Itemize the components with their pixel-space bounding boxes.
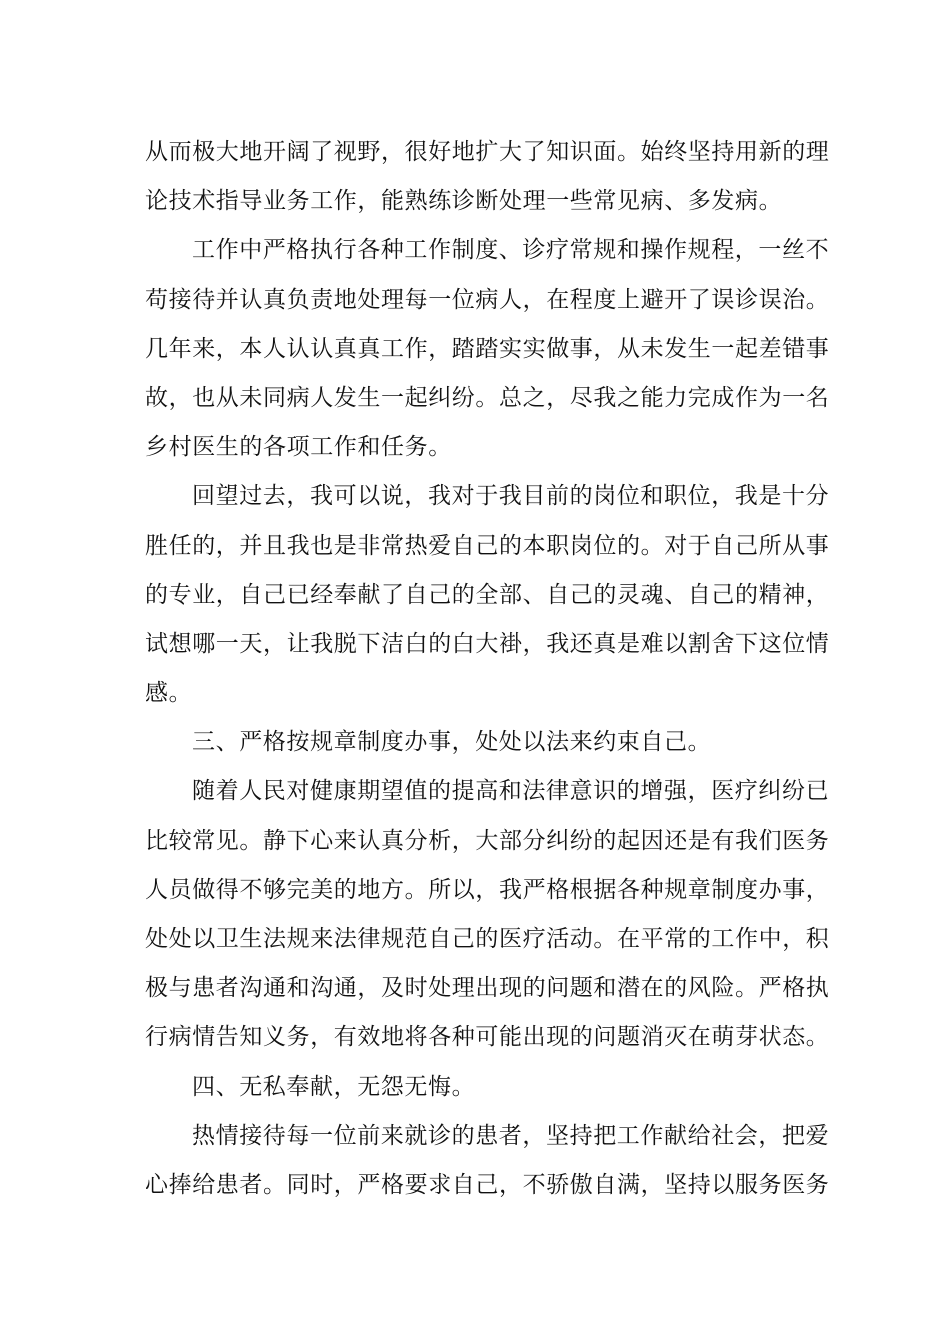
paragraph-start-line: 回望过去，我可以说，我对于我目前的岗位和职位，我是十分 [192, 483, 830, 510]
paragraph-start-line: 热情接待每一位前来就诊的患者，坚持把工作献给社会，把爱 [192, 1122, 830, 1149]
text-line: 论技术指导业务工作，能熟练诊断处理一些常见病、多发病。 [145, 188, 783, 215]
text-line: 极与患者沟通和沟通，及时处理出现的问题和潜在的风险。严格执 [145, 975, 830, 1002]
text-line: 比较常见。静下心来认真分析，大部分纠纷的起因还是有我们医务 [145, 827, 830, 854]
text-line: 苟接待并认真负责地处理每一位病人，在程度上避开了误诊误治。 [145, 286, 830, 313]
text-line: 的专业，自己已经奉献了自己的全部、自己的灵魂、自己的精神， [145, 581, 830, 608]
section-heading-3: 三、严格按规章制度办事，处处以法来约束自己。 [192, 729, 712, 756]
text-line: 故，也从未同病人发生一起纠纷。总之，尽我之能力完成作为一名 [145, 384, 830, 411]
text-line: 心捧给患者。同时，严格要求自己，不骄傲自满，坚持以服务医务 [145, 1171, 830, 1198]
text-line: 感。 [145, 680, 193, 707]
paragraph-start-line: 工作中严格执行各种工作制度、诊疗常规和操作规程，一丝不 [192, 237, 830, 264]
text-line: 处处以卫生法规来法律规范自己的医疗活动。在平常的工作中，积 [145, 926, 830, 952]
document-body [145, 128, 830, 1210]
section-heading-4: 四、无私奉献，无怨无悔。 [192, 1073, 476, 1100]
text-line: 行病情告知义务，有效地将各种可能出现的问题消灭在萌芽状态。 [145, 1024, 830, 1051]
text-line: 几年来，本人认认真真工作，踏踏实实做事，从未发生一起差错事 [145, 335, 830, 362]
paragraph-start-line: 随着人民对健康期望值的提高和法律意识的增强，医疗纠纷已 [192, 778, 830, 805]
text-line: 人员做得不够完美的地方。所以，我严格根据各种规章制度办事， [145, 876, 830, 903]
text-line: 胜任的，并且我也是非常热爱自己的本职岗位的。对于自己所从事 [145, 532, 830, 559]
text-line: 试想哪一天，让我脱下洁白的白大褂，我还真是难以割舍下这位情 [145, 630, 830, 657]
text-line: 从而极大地开阔了视野，很好地扩大了知识面。始终坚持用新的理 [145, 139, 830, 165]
text-line: 乡村医生的各项工作和任务。 [145, 434, 452, 461]
